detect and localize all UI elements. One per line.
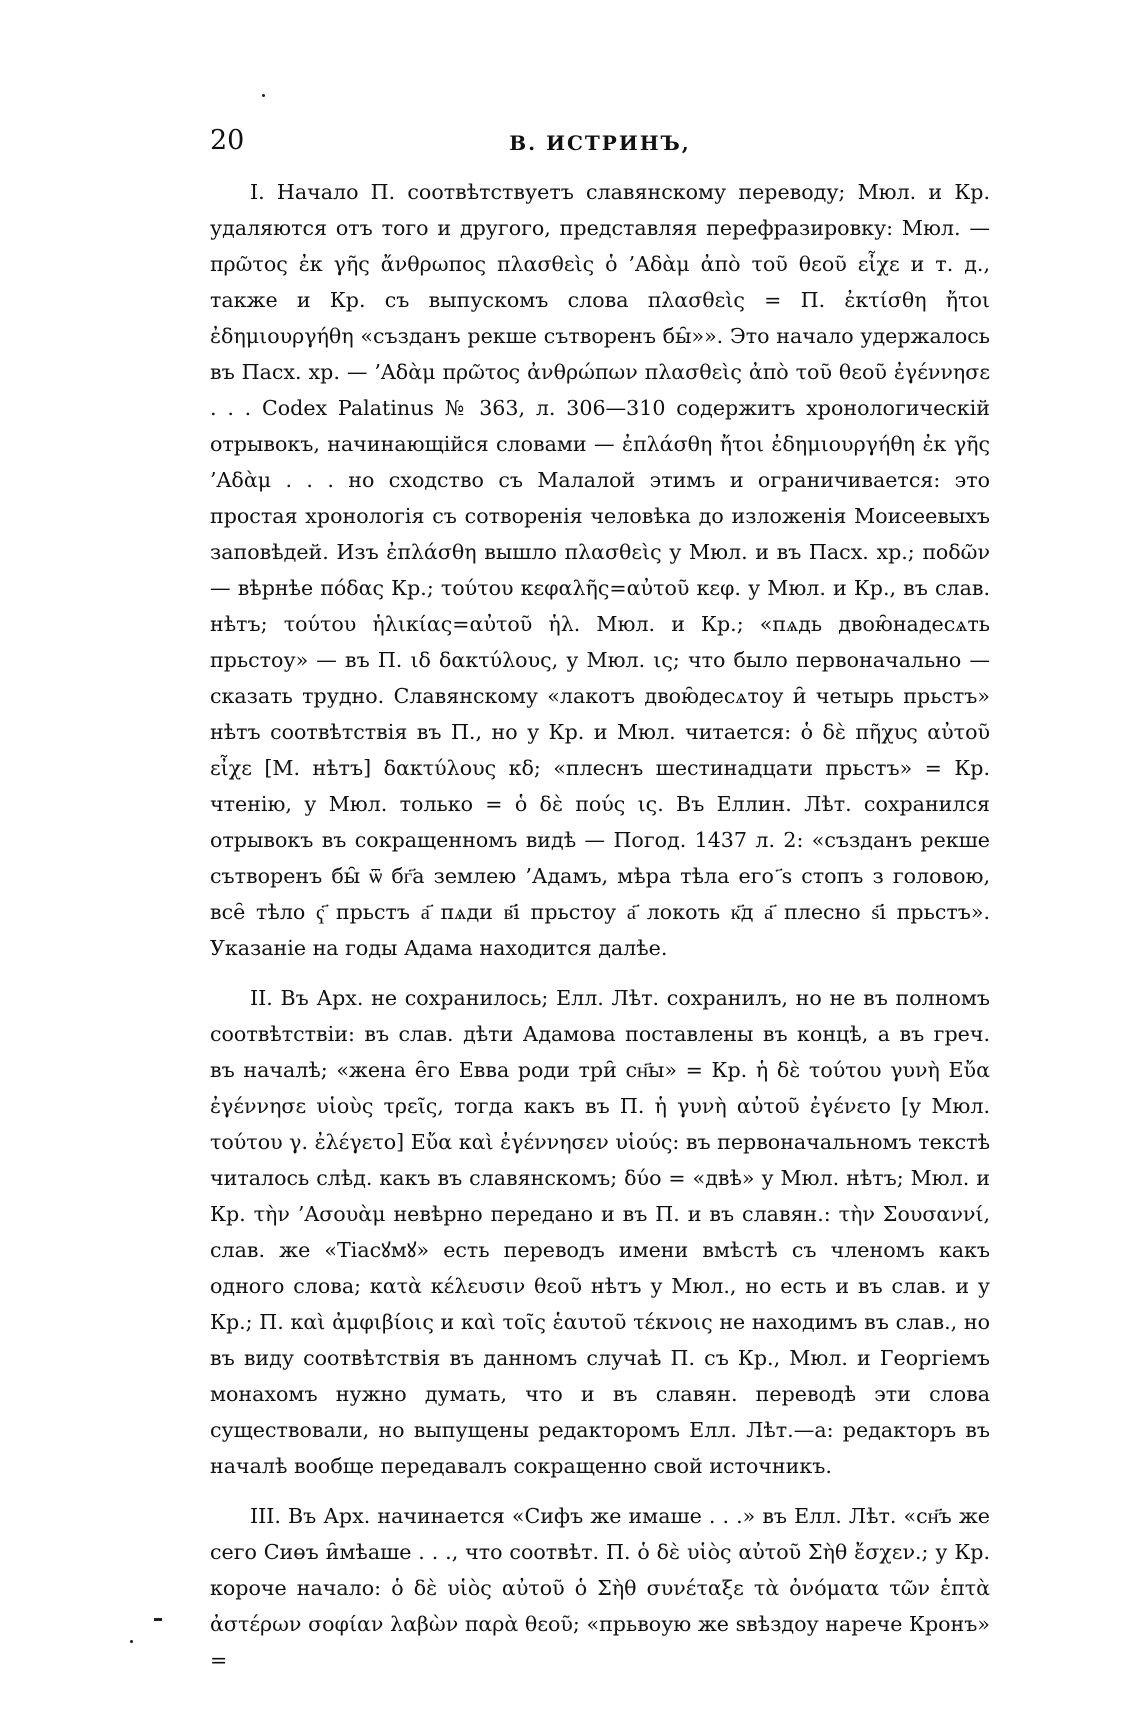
page-number: 20 (210, 125, 245, 156)
section-ii-paragraph: II. Въ Арх. не сохранилось; Елл. Лѣт. сохранилъ, но не въ полномъ соотвѣтствiи: въ слав. дѣти Адамова поставлены въ концѣ, а въ греч. въ началѣ; «жена е̑го Евва роди три̑ сн҃ы» = Кр. ἡ δὲ τούτου γυνὴ Εὔα ἐγέννησε υἱοὺς τρεῖς, тогда какъ въ П. ἡ γυνὴ αὐτοῦ ἐγένετο [у Мюл. τούτου γ. ἐλέγετο] Εὔα καὶ ἐγέννησεν υἱούς: въ первоначальномъ текстѣ читалось слѣд. какъ въ славянскомъ; δύο = «двѣ» у Мюл. нѣтъ; Мюл. и Кр. τὴν ’Ασουὰμ невѣрно передано и въ П. и въ славян.: τὴν Σουσαννί, слав. же «Тiасꙋмꙋ» есть переводъ имени вмѣстѣ съ членомъ какъ одного слова; κατὰ κέλευσιν θεοῦ нѣтъ у Мюл., но есть и въ слав. и у Кр.; П. καὶ ἀμφιβίοις и καὶ τοῖς ἑαυτοῦ τέκνοις не находимъ въ слав., но въ виду соотвѣтствiя въ данномъ случаѣ П. съ Кр., Мюл. и Георгiемъ монахомъ нужно думать, что и въ славян. переводѣ эти слова существовали, но выпущены редакторомъ Елл. Лѣт.—а: редакторъ въ началѣ вообще передавалъ сокращенно свой источникъ. (210, 986, 990, 1478)
running-title-author: В. ИСТРИНЪ, (509, 131, 691, 155)
scan-speck-top (262, 94, 265, 97)
scan-speck-bottom-corner (130, 1640, 133, 1643)
body-text (210, 174, 990, 1678)
section-iii-paragraph: III. Въ Арх. начинается «Сифъ же имаше . . .» въ Елл. Лѣт. «сн҃ъ же сего Сиөъ и̑мѣаше . . ., что соотвѣт. П. ὁ δὲ υἱὸς αὐτοῦ Σὴθ ἔσχεν.; у Кр. короче начало: ὁ δὲ υἱὸς αὐτοῦ ὁ Σὴθ συνέταξε τὰ ὀνόματα τῶν ἑπτὰ ἀστέρων σοφίαν λαβὼν παρὰ θεοῦ; «прьвоую же ѕвѣздоу нарече Кронъ» = (210, 1504, 990, 1672)
running-head (210, 126, 990, 166)
section-i-paragraph: I. Начало П. соотвѣтствуетъ славянскому переводу; Мюл. и Кр. удаляются отъ того и другого, представляя перефразировку: Мюл. — πρῶτος ἐκ γῆς ἄνθρωπος πλασθεὶς ὁ ’Αδὰμ ἀπὸ τοῦ θεοῦ εἶχε и т. д., также и Кр. съ выпускомъ слова πλασθεὶς = П. ἐκτίσθη ἤτοι ἐδημιουργήθη «създанъ рекше сътворенъ бы̑»». Это начало удержалось въ Пасх. хр. — ’Αδὰμ πρῶτος ἀνθρώπων πλασθεὶς ἀπὸ τοῦ θεοῦ ἐγέννησε . . . Codex Palatinus № 363, л. 306—310 содержитъ хронологическiй отрывокъ, начинающiйся словами — ἐπλάσθη ἤτοι ἐδημιουργήθη ἐκ γῆς ’Αδὰμ . . . но сходство съ Малалой этимъ и ограничивается: это простая хронологiя съ сотворенiя человѣка до изложенiя Моисеевыхъ заповѣдей. Изъ ἐπλάσθη вышло πλασθεὶς у Мюл. и въ Пасх. хр.; ποδῶν — вѣрнѣе πόδας Кр.; τούτου κεφαλῆς=αὐτοῦ κεφ. у Мюл. и Кр., въ слав. нѣтъ; τούτου ἡλικίας=αὐτοῦ ἡλ. Мюл. и Кр.; «пѧдь двою̑надесѧть прьстоу» — въ П. ιδ δακτύλους, у Мюл. ις; что было первоначально — сказать трудно. Славянскому «лакотъ двою̑десѧтоу и̑ четырь прьстъ» нѣтъ соотвѣтствiя въ П., но у Кр. и Мюл. читается: ὁ δὲ πῆχυς αὐτοῦ εἶχε [М. нѣтъ] δακτύλους κδ; «плеснъ шестинадцати прьстъ» = Кр. чтенiю, у Мюл. только = ὁ δὲ πούς ις. Въ Еллин. Лѣт. сохранился отрывокъ въ сокращенномъ видѣ — Погод. 1437 л. 2: «създанъ рекше сътворенъ бы̑ ѿ бг҃а землею ’Адамъ, мѣра тѣла его ҃ѕ стопъ з головою, все̑ тѣло ҁ҃ прьстъ а҃ пѧди в҃і прьстоу а҃ локоть к҃д а҃ плесно ѕ҃і прьстъ». Указанiе на годы Адама находится далѣе. (210, 180, 990, 960)
scan-speck-bottom-left (154, 1618, 162, 1621)
